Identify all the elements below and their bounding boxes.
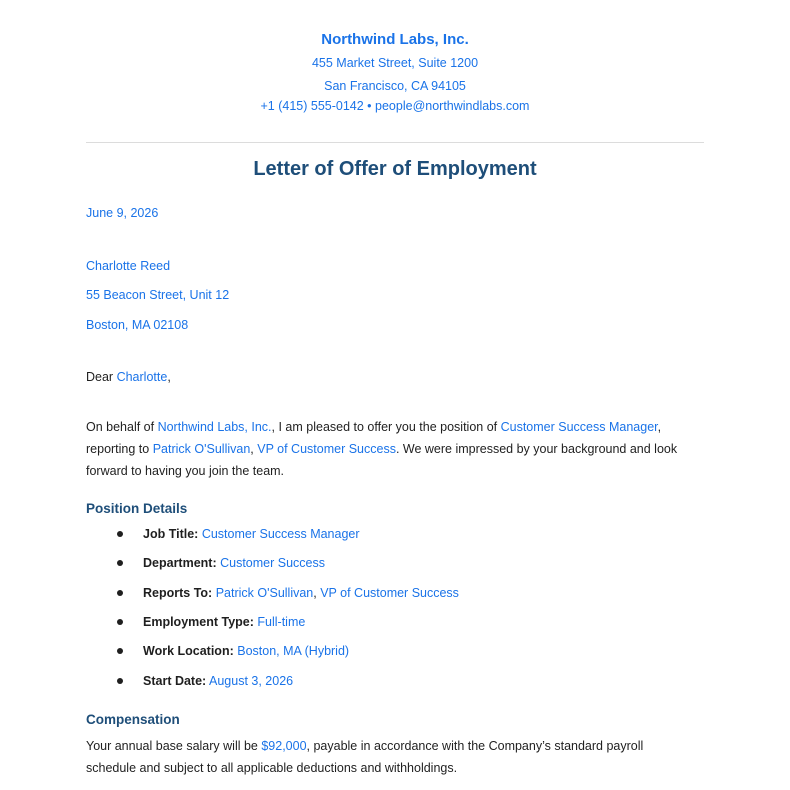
intro-line-2	[86, 438, 706, 460]
compensation-paragraph	[86, 735, 706, 779]
compensation-text: Your annual base salary will be	[86, 739, 262, 753]
intro-paragraph	[86, 416, 706, 482]
letter-title: Letter of Offer of Employment	[253, 158, 537, 180]
company-address-line2: San Francisco, CA 94105	[324, 79, 466, 93]
bullet-icon	[117, 619, 123, 625]
detail-value: Boston, MA (Hybrid)	[237, 644, 350, 658]
detail-job-title	[143, 527, 360, 541]
detail-value: August 3, 2026	[209, 674, 294, 688]
detail-value: VP of Customer Success	[320, 586, 459, 600]
detail-label: Department:	[143, 556, 217, 570]
detail-value: Customer Success	[220, 556, 326, 570]
position-details-heading: Position Details	[86, 501, 188, 516]
header-divider	[86, 142, 704, 143]
detail-label: Work Location:	[143, 644, 234, 658]
intro-text: ,	[657, 420, 662, 434]
salary-value: $92,000	[261, 739, 307, 753]
compensation-text: , payable in accordance with the Company’s standard payroll	[306, 739, 644, 753]
detail-label: Employment Type:	[143, 615, 254, 629]
bullet-icon	[117, 590, 123, 596]
detail-value: Full-time	[257, 615, 306, 629]
intro-text: ,	[250, 442, 258, 456]
intro-line-1	[86, 416, 706, 438]
detail-value: Customer Success Manager	[201, 527, 360, 541]
intro-text: , I am pleased to offer you the position of	[271, 420, 501, 434]
detail-start-date	[143, 674, 293, 688]
intro-text: reporting to	[86, 442, 153, 456]
company-contact: +1 (415) 555-0142 • people@northwindlabs.com	[260, 99, 530, 113]
intro-manager-title: VP of Customer Success	[257, 442, 396, 456]
company-address-line1: 455 Market Street, Suite 1200	[311, 56, 479, 70]
greeting-name: Charlotte	[116, 370, 168, 384]
bullet-icon	[117, 560, 123, 566]
intro-text: On behalf of	[86, 420, 158, 434]
detail-reports-to	[143, 586, 459, 600]
company-name: Northwind Labs, Inc.	[321, 31, 469, 48]
detail-value: Patrick O'Sullivan	[215, 586, 314, 600]
compensation-line-1	[86, 735, 706, 757]
greeting-suffix: ,	[167, 370, 171, 384]
detail-label: Job Title:	[143, 527, 199, 541]
letter-date: June 9, 2026	[86, 206, 159, 220]
compensation-line-2: schedule and subject to all applicable deductions and withholdings.	[86, 761, 458, 775]
intro-line-3: forward to having you join the team.	[86, 464, 285, 478]
detail-label: Start Date:	[143, 674, 207, 688]
bullet-icon	[117, 648, 123, 654]
detail-employment-type	[143, 615, 305, 629]
recipient-street: 55 Beacon Street, Unit 12	[86, 288, 230, 302]
compensation-heading: Compensation	[86, 712, 180, 727]
bullet-icon	[117, 531, 123, 537]
detail-separator: ,	[313, 586, 321, 600]
bullet-icon	[117, 678, 123, 684]
detail-label: Reports To:	[143, 586, 213, 600]
intro-manager: Patrick O'Sullivan	[152, 442, 251, 456]
greeting-prefix: Dear	[86, 370, 117, 384]
intro-text: . We were impressed by your background and look	[395, 442, 678, 456]
detail-department	[143, 556, 325, 570]
greeting	[86, 370, 171, 384]
detail-work-location	[143, 644, 349, 658]
recipient-name: Charlotte Reed	[86, 259, 171, 273]
recipient-city: Boston, MA 02108	[86, 318, 189, 332]
intro-company: Northwind Labs, Inc.	[157, 420, 272, 434]
intro-position: Customer Success Manager	[500, 420, 658, 434]
